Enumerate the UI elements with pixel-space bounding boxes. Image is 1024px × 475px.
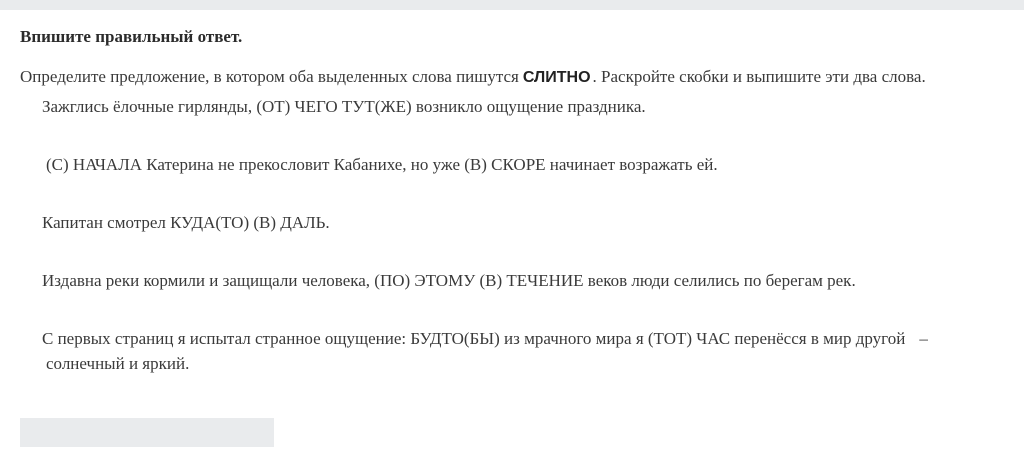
sentence-option-2: (С) НАЧАЛА Катерина не прекословит Кабанихе, но уже (В) СКОРЕ начинает возражать ей.: [46, 155, 718, 174]
sentence-option-5: [42, 329, 928, 349]
instruction-text-start: Определите предложение, в котором оба выделенных слова пишутся: [20, 67, 519, 86]
sentence-option-1: Зажглись ёлочные гирлянды, (ОТ) ЧЕГО ТУТ(ЖЕ) возникло ощущение праздника.: [42, 97, 646, 116]
sentence-option-5-text: С первых страниц я испытал странное ощущение: БУДТО(БЫ) из мрачного мира я (ТОТ) ЧАС перенёсся в мир другой: [42, 329, 906, 348]
sentence-option-4: Издавна реки кормили и защищали человека, (ПО) ЭТОМУ (В) ТЕЧЕНИЕ веков люди селились по берегам рек.: [42, 271, 856, 290]
top-bar: [0, 0, 1024, 10]
sentence-option-3: Капитан смотрел КУДА(ТО) (В) ДАЛЬ.: [42, 213, 330, 232]
task-title: Впишите правильный ответ.: [20, 27, 243, 46]
task-instruction: [20, 67, 926, 87]
answer-input[interactable]: [20, 418, 274, 447]
sentence-option-5-continuation: солнечный и яркий.: [46, 354, 190, 373]
instruction-text-end: . Раскройте скобки и выпишите эти два слова.: [592, 67, 926, 86]
sentence-option-5-dash: –: [919, 329, 928, 348]
instruction-emphasis: СЛИТНО: [522, 69, 591, 86]
